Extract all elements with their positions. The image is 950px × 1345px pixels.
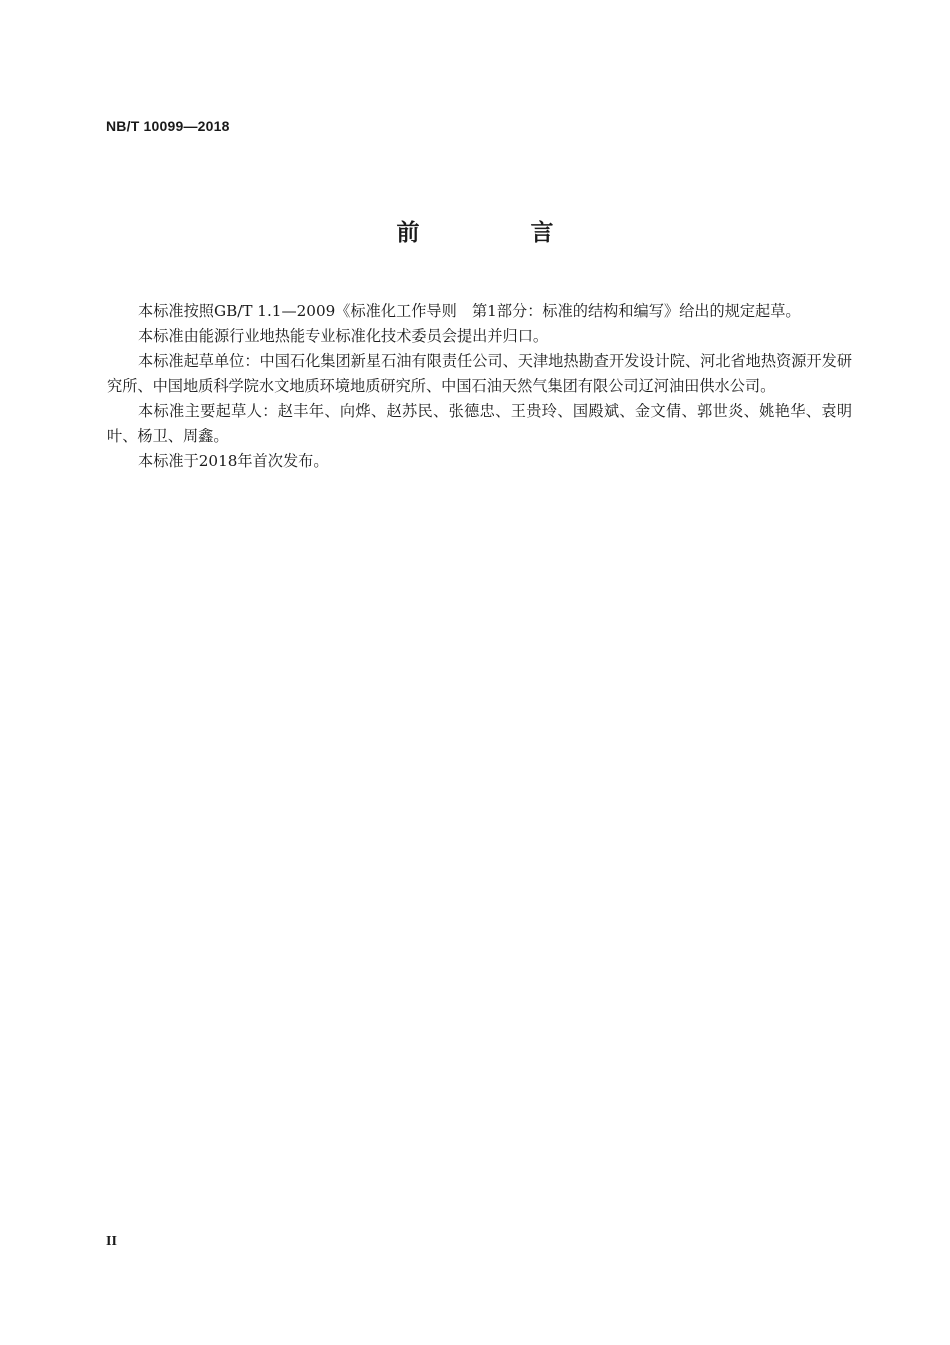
paragraph-drafting-units: 本标准起草单位：中国石化集团新星石油有限责任公司、天津地热勘查开发设计院、河北省地热资源开发研究所、中国地质科学院水文地质环境地质研究所、中国石油天然气集团有限公司辽河油田供水公司。	[107, 352, 852, 395]
paragraph-drafting-rules: 本标准按照GB/T 1.1—2009《标准化工作导则 第1部分：标准的结构和编写》给出的规定起草。	[138, 302, 801, 320]
page-title: 前 言	[396, 220, 598, 246]
paragraph-drafters: 本标准主要起草人：赵丰年、向烨、赵苏民、张德忠、王贵玲、国殿斌、金文倩、郭世炎、姚艳华、袁明叶、杨卫、周鑫。	[107, 402, 852, 445]
paragraph-release: 本标准于2018年首次发布。	[138, 452, 329, 470]
paragraph-proposer: 本标准由能源行业地热能专业标准化技术委员会提出并归口。	[138, 327, 549, 345]
page-number: II	[106, 1234, 117, 1249]
foreword-body	[107, 299, 852, 474]
standard-code: NB/T 10099—2018	[106, 118, 230, 134]
